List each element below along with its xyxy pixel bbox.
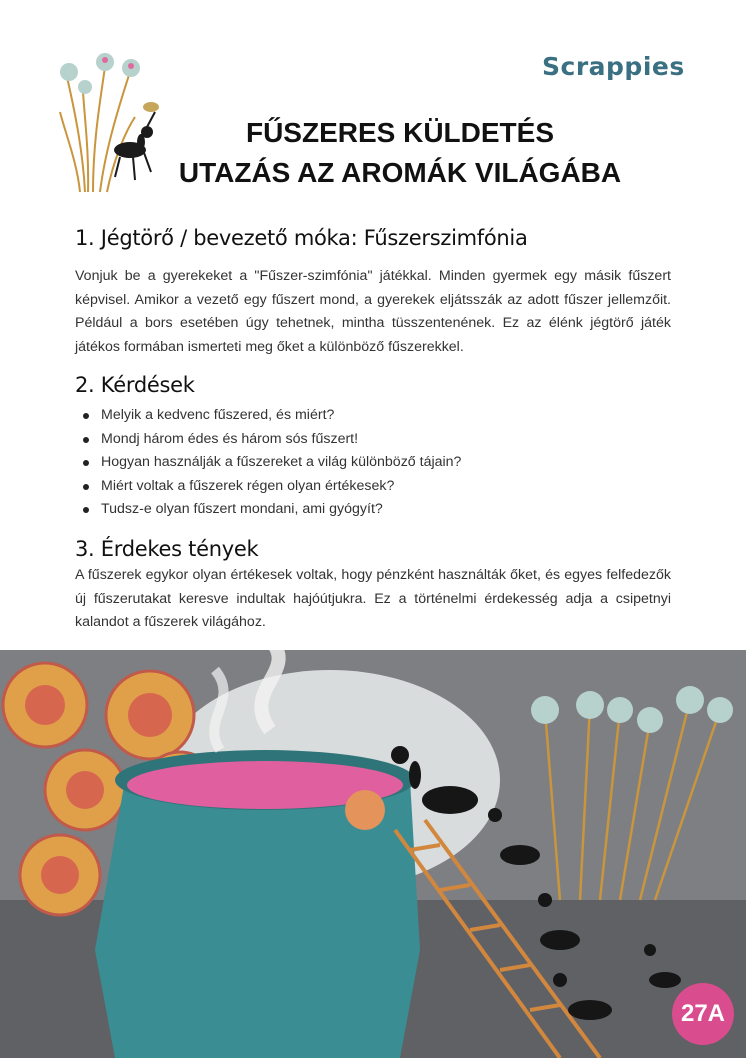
intro-heading: 1. Jégtörő / bevezető móka: Fűszerszimfónia (75, 226, 528, 250)
bullet-icon (83, 460, 89, 466)
bullet-icon (83, 507, 89, 513)
page-title-line2: UTAZÁS AZ AROMÁK VILÁGÁBA (178, 157, 622, 188)
list-item: Miért voltak a fűszerek régen olyan értékesek? (75, 475, 461, 499)
questions-list (75, 404, 461, 522)
questions-heading: 2. Kérdések (75, 373, 195, 397)
facts-heading: 3. Érdekes tények (75, 537, 259, 561)
page-title-line1: FŰSZERES KÜLDETÉS (245, 117, 555, 148)
page-number-badge: 27A (672, 983, 734, 1045)
bullet-icon (83, 484, 89, 490)
list-item: Hogyan használják a fűszereket a világ különböző tájain? (75, 451, 461, 475)
bullet-icon (83, 413, 89, 419)
list-item: Tudsz-e olyan fűszert mondani, ami gyógyít? (75, 498, 461, 522)
brand-logo: Scrappies (542, 52, 685, 81)
facts-text: A fűszerek egykor olyan értékesek voltak, hogy pénzként használták őket, és egyes felfedezők új fűszerutakat keresve indultak hajóútjukra. Ez a történelmi érdekesség adja a csipetnyi kalandot a fűszerek világához. (75, 567, 671, 630)
cooking-ants-illustration (0, 650, 746, 1058)
list-item: Mondj három édes és három sós fűszert! (75, 428, 461, 452)
intro-text: Vonjuk be a gyerekeket a "Fűszer-szimfónia" játékkal. Minden gyermek egy másik fűszert képvisel. Amikor a vezető egy fűszert mond, a gyerekek eljátsszák az adott fűszer jellemzőit. Például a bors esetében úgy tehetnek, mintha tüsszentenének. Ez az élénk jégtörő játék játékos formában ismerteti meg őket a különböző fűszerekkel. (75, 268, 671, 355)
bullet-icon (83, 437, 89, 443)
list-item: Melyik a kedvenc fűszered, és miért? (75, 404, 461, 428)
